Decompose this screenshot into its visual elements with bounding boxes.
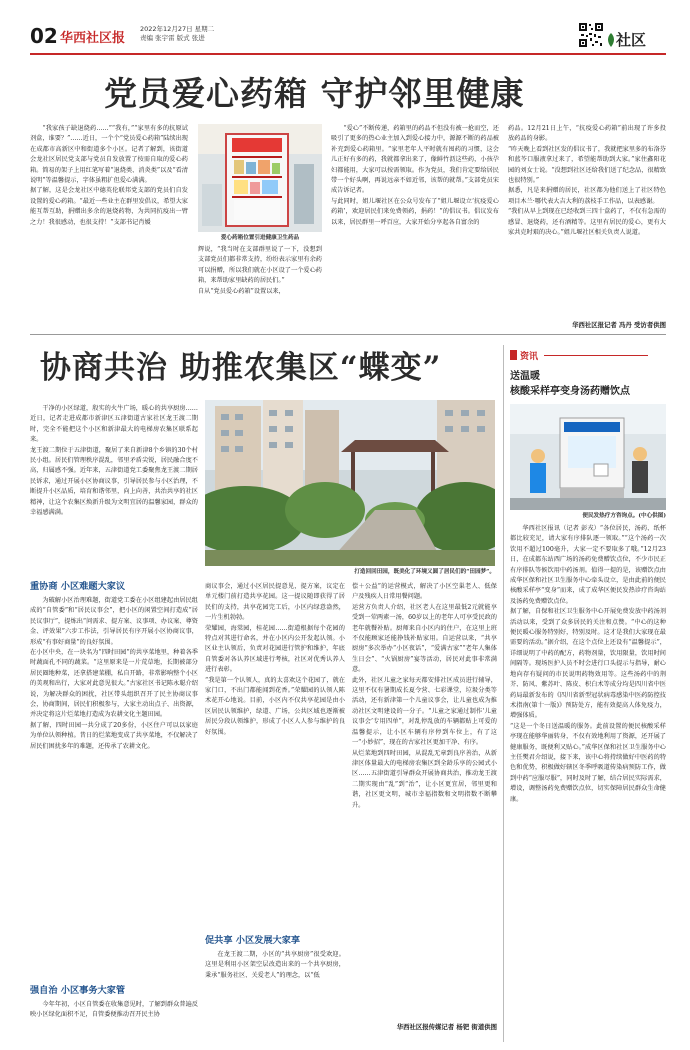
- article1-photo-caption: 爱心药箱位置引进健康卫生药品: [220, 235, 300, 241]
- page-number: 02: [30, 24, 58, 48]
- article2-photo-caption: 打造回回田园，既美化了环境又圆了居民们的“田园梦”。: [354, 569, 495, 575]
- editors-credit: 责编 张宇雷 版式 张进: [140, 34, 205, 42]
- article2-signature: 华西社区报传媒记者 杨钯 街道供图: [396, 1023, 497, 1031]
- article1-photo: [198, 124, 322, 232]
- article1-col2: [198, 245, 322, 331]
- article2-photo: [205, 400, 495, 566]
- tag-underline: [544, 355, 648, 356]
- article2-col2b-text: 在龙王渡二期，小区的“共享厨房”很受欢迎。这里是利用小区架空层改造出来的一个共享厨房，秉承“服务社区、关爱老人”的理念，以“低: [205, 951, 345, 979]
- sidebar-photo: [510, 404, 666, 510]
- dateline: [140, 25, 214, 43]
- article1-col1: [30, 124, 188, 330]
- sidebar-photo-caption: 便民发热疗方咨询点。(中心供图): [582, 513, 666, 519]
- tag-marker-icon: [510, 350, 517, 360]
- sidebar-title1: 送温暖: [510, 371, 540, 382]
- sidebar-body: [510, 524, 666, 1042]
- article2-col3: [352, 582, 497, 1018]
- article2-subhead1: 重协商 小区难题大家议: [30, 581, 126, 592]
- section-name: 社区: [616, 31, 647, 49]
- article1-col4: [508, 124, 666, 318]
- article1-col3-text: “爱心”不断传递，药箱里的药品不但没有被一抢而空，还吸引了更多的热心业主加入到爱心接力中，源源不断的药品被补充到爱心药箱里。“家里老年人平时就有囤药的习惯，这会儿正好有多的药，我就都拿出来了，像鲜竹沥这些药，小孩孕妇都能用，大家可以按需领取。作为党员，我们肯定要给居民带一个好头啊，再说远亲不如近邻，该帮的就帮。”支部党员宋成告诉记者。 与此同时，姐儿堰社区在公众号发布了“姐儿堰设立‘抗疫爱心药箱’，欢迎居民们来免费领药，捐药！”的倡议书。倡议发布以来，居民群里一呼百应，大家开始分享起各自富余的: [331, 125, 499, 226]
- newspaper-brand: 华西社区报: [60, 31, 126, 46]
- sidebar-body-text: 华西社区报讯（记者 彭戎）“各位居民，汤药、纸杯都比较充足，请大家有序排队逐一领取。”“这个汤药一次饮用不超过100毫升，大家一定不要取多了哦。”12月23日，在成都东站西广场的汤药免费赠饮点位，不少市民正有序排队等候饮用中药汤剂。值得一提的是，该赠饮点由成华区保和社区卫生服务中心牵头设立，是由此前的便民核酸采样亭“变身”而来，成了成华区便民发热诊疗咨询站及汤药免费赠饮点位。 据了解，自保和社区卫生服务中心开展免费发放中药汤剂活动以来，受到了众多居民的关注和点赞。“中心的这种便民暖心服务特别好，特别及时。这才是我们大家现在最需要的活动。”据介绍，在这个点位上还设有“温馨提示”，详细说明了中药的配方，药物剂量，饮用限量，饮用时间间隔等。现场医护人员不时会进行口头提示与指导，耐心地向存有疑问的市民说明药物效用等。这些汤药中的荆芥、防风、紫苏叶、陈皮、枳白术等成分均是四川省中医药局最新发布的《四川省新型冠状病毒感染中医药防控技术指南(第十一版)》预防处方，能有效提高人体免疫力，增强体质。 “这是一个冬日送温暖的服务。此前设置的便民核酸采样亭现在能够华丽转身，不仅有效地利用了资源，还开展了健康服务，既便利又贴心。”成华区保和社区卫生服务中心主任樊君介绍说，接下来，该中心将持续做好中医药的特色和优势，积极做好辖区冬季呼吸道传染病预防工作，做到中药“应服尽服”，同时及时了解，结合居民实际需求，增设，调整汤药免费赠饮点位，切实保障居民群众生命健康。: [510, 525, 666, 803]
- article2-intro: [30, 404, 198, 578]
- article2-col3-text: 偿＋公益”的运营模式，解决了小区空巢老人、低保户及残疾人日常用餐问题。 运营方负责人介绍，社区老人在这里最低2元就能享受到一荤两素一汤，60岁以上的老年人可享受民政的老年就餐补贴。厨师来自小区内的住户，在这里上班不仅能顾家还能挣钱补贴家用。自运营以来，“共享厨房”多次举办“小区夜话”，“爱满古家”“老年人集体生日会”、“火锅厨房”宴等活动，居民对此事非常满意。 此外，社区儿童之家每天都安排社区成员进行辅导，这里不仅有暑期成长夏令营、七彩课堂，垃圾分类等活动，还有新津第一个儿童议事会，让儿童也成为推动社区文明建设的一分子。“儿童之家通过制作‘儿童议事会’专用四单”，对乱停乱放的车辆都贴上可爱的温馨提示，让小区车辆有序停到车位上，有了这一“小妙招”，现在的古家社区更加干净、有序。 从烂菜地到四时田园，从混乱无章到良序善治，从新津区体量最大的电梯房农集区到全龄乐享的公园式小区……五津街道引导群众开展协商共治，推动龙王渡二期实现由“乱”到“治”，让小区更宜居，邻里更和谐，社区更文明，城市幸福指数和文明指数不断攀升。: [352, 583, 497, 809]
- article1-headline: 党员爱心药箱 守护邻里健康: [104, 74, 525, 113]
- article2-col2b: [205, 950, 345, 1042]
- article2-sub2-text: 今年年初，小区自管委在收集意见时，了解到群众普遍反映小区绿化面积不足，自管委便推动召开民主协: [30, 1001, 198, 1019]
- article1-col3: [331, 124, 499, 330]
- sidebar-divider: [503, 345, 504, 1042]
- article2-col2: [205, 582, 345, 930]
- article-divider: [30, 334, 666, 335]
- section-leaf-icon: [606, 32, 616, 51]
- article2-subhead3: 促共享 小区发展大家享: [205, 935, 301, 946]
- header-rule: [30, 53, 666, 55]
- article1-col4-text: 药品。12月21日上午，“抗疫爱心药箱”前出现了许多投放药品的身影。 “昨天晚上看到社区发的倡议书了，我就把家里多的布洛芬和蓝芩口服液拿过来了，希望能帮助到大家。”家住鑫阳花园的刘女士说。“没想到社区还给我们送了纪念品，很精致也很特别。” 据悉，凡是来捐赠的居民，社区都为他们送上了社区特色项目木兰·哪代表大吉大利的荔枝手工作品，以表感谢。 “我们从早上到现在已经收到三四十盒药了，不仅有急需的感冒、退烧药，还有酒精等。这里有居民的爱心，更有大家共克时艰的决心。”姐儿堰社区相关负责人说道。: [508, 125, 666, 237]
- article1-signature: 华西社区报记者 冯丹 受访者供图: [572, 321, 666, 329]
- article2-sub1-body: [30, 596, 198, 978]
- issue-date: 2022年12月27日 星期二: [140, 25, 215, 33]
- sidebar-title2: 核酸采样亭变身汤药赠饮点: [510, 386, 630, 397]
- article2-sub2-body: [30, 1000, 198, 1042]
- article2-subhead2: 强自治 小区事务大家管: [30, 985, 126, 996]
- sidebar-tag: [510, 348, 648, 362]
- article2-col2-text: 商议事会，通过小区居民提意见，提方案，议定在单元楼门前打造共享花园。这一提议随即获得了居民们的支持，共享花园完工后，小区内绿意盎然，一片生机勃勃。 荣耀园，海棠园，桂花园……街道根据每个花园的特点对其进行命名，并在小区内公开发起认领。小区业主认领后，负责对花园进行管护和维护，年底自管委对各认养区域进行考核，社区对优秀认养人进行表彰。 “我是第一个认领人，真的太喜欢这个花园了，就在家门口，不出门都能闻到花香。”荣耀园的认领人陈术花开心地说。目前，小区内不仅共享花园是由小区居民认领维护，绿道、广场，公共区域也逐渐被居民分段认领维护，形成了小区人人参与维护的良好氛围。: [205, 583, 345, 736]
- qr-code-icon: [578, 22, 604, 48]
- page-header: [0, 0, 690, 55]
- article2-intro-text: 干净的小区绿道，殷实的火牛广场，暖心的共享厨房……近日，记者走进成都市新津区五津街道古家社区龙王渡二期时，完全不能把这个小区和新津最大的电梯房农集区联系起来。 龙王渡二期位于五津街道，聚居了来自新津8个乡镇的30个村民小组。居民们管理秩序混乱，邻里矛盾尖锐，居民融合度不高，归属感不强。近年来，五津街道党工委聚焦龙王渡二期居民诉求，通过开展小区协商议事，引导居民参与小区治理，不断提升小区品质，培育和谐邻里，向上向善，共治共享的社区精神，让这个农集区焕新升级为文明宜居的温馨家园，群众的幸福感满满。: [30, 405, 198, 517]
- article2-headline: 协商共治 助推农集区“蝶变”: [40, 350, 442, 386]
- sidebar-tag-label: 资讯: [520, 351, 539, 362]
- article1-col1-text: “我家孩子缺退烧药……”“我有，”“家里有多的抗原试剂盒，谁要？”……近日，一个个“党员爱心药箱”陆续出现在成都市高新区中和街道多个小区。记者了解到，该街道会龙社区居民党支部与党员自发放置了按需自取的爱心药箱。简易的架子上用红笔写着“退烧类、消炎类”以及“看清说明”等温馨提示，字体虽粗扩但爱心满满。 据了解，这是会龙社区中德英伦联邦党支部的党员们自发设置的爱心药箱。“最近一些业主在群里发倡议，希望大家能互帮互助，捐赠出多余的退烧药物，为共同抗疫出一臂之力！我很感动，也很支持！”支部书记肖媛: [30, 125, 188, 226]
- article1-col2-text: 辉说，“我当时在支部群里说了一下，没想到支部党员们都非常支持，纷纷表示家里有余药可以捐赠，所以我们就在小区设了一个爱心药箱，来帮助家里缺药的居民们。” 自从“党员爱心药箱”设置以来，: [198, 246, 322, 295]
- article2-sub1-text: 为破解小区治理难题，街道党工委在小区组建起由居民组成的“自管委”和“居民议事会”，把小区的闲置空间打造成“居民议事厅”，提炼出“问需求、提方案、议事项、办议案、尊资金、评效果”六步工作法，引导居民有序开展小区协商议事，形成“有事好商量”的良好氛围。 在小区中央，在一块名为“四时田园”的共享菜地里，种着各季时蔬面孔不同的蔬菜。“这里原来是一片荒草地，长期被部分居民圈地种菜，还拿搭建菜棚，私自开路，非常影响整个小区的美观和出行，大家对此意见很大。”古家社区书记陈永聪介绍说，为解决群众的困扰，社区带头组织召开了民主协商议事会，协商期间，居民们积极参与，大家主动出点子、出资源，并决定将这片烂菜地打造成为农耕文化主题田园。 据了解，四时田园一共分成了20多份，小区住户可以以家庭为单位认领种植。昔日的烂菜地变成了共享菜地，不仅解决了居民们困扰多年的难题，还传承了农耕文化。: [30, 597, 198, 750]
